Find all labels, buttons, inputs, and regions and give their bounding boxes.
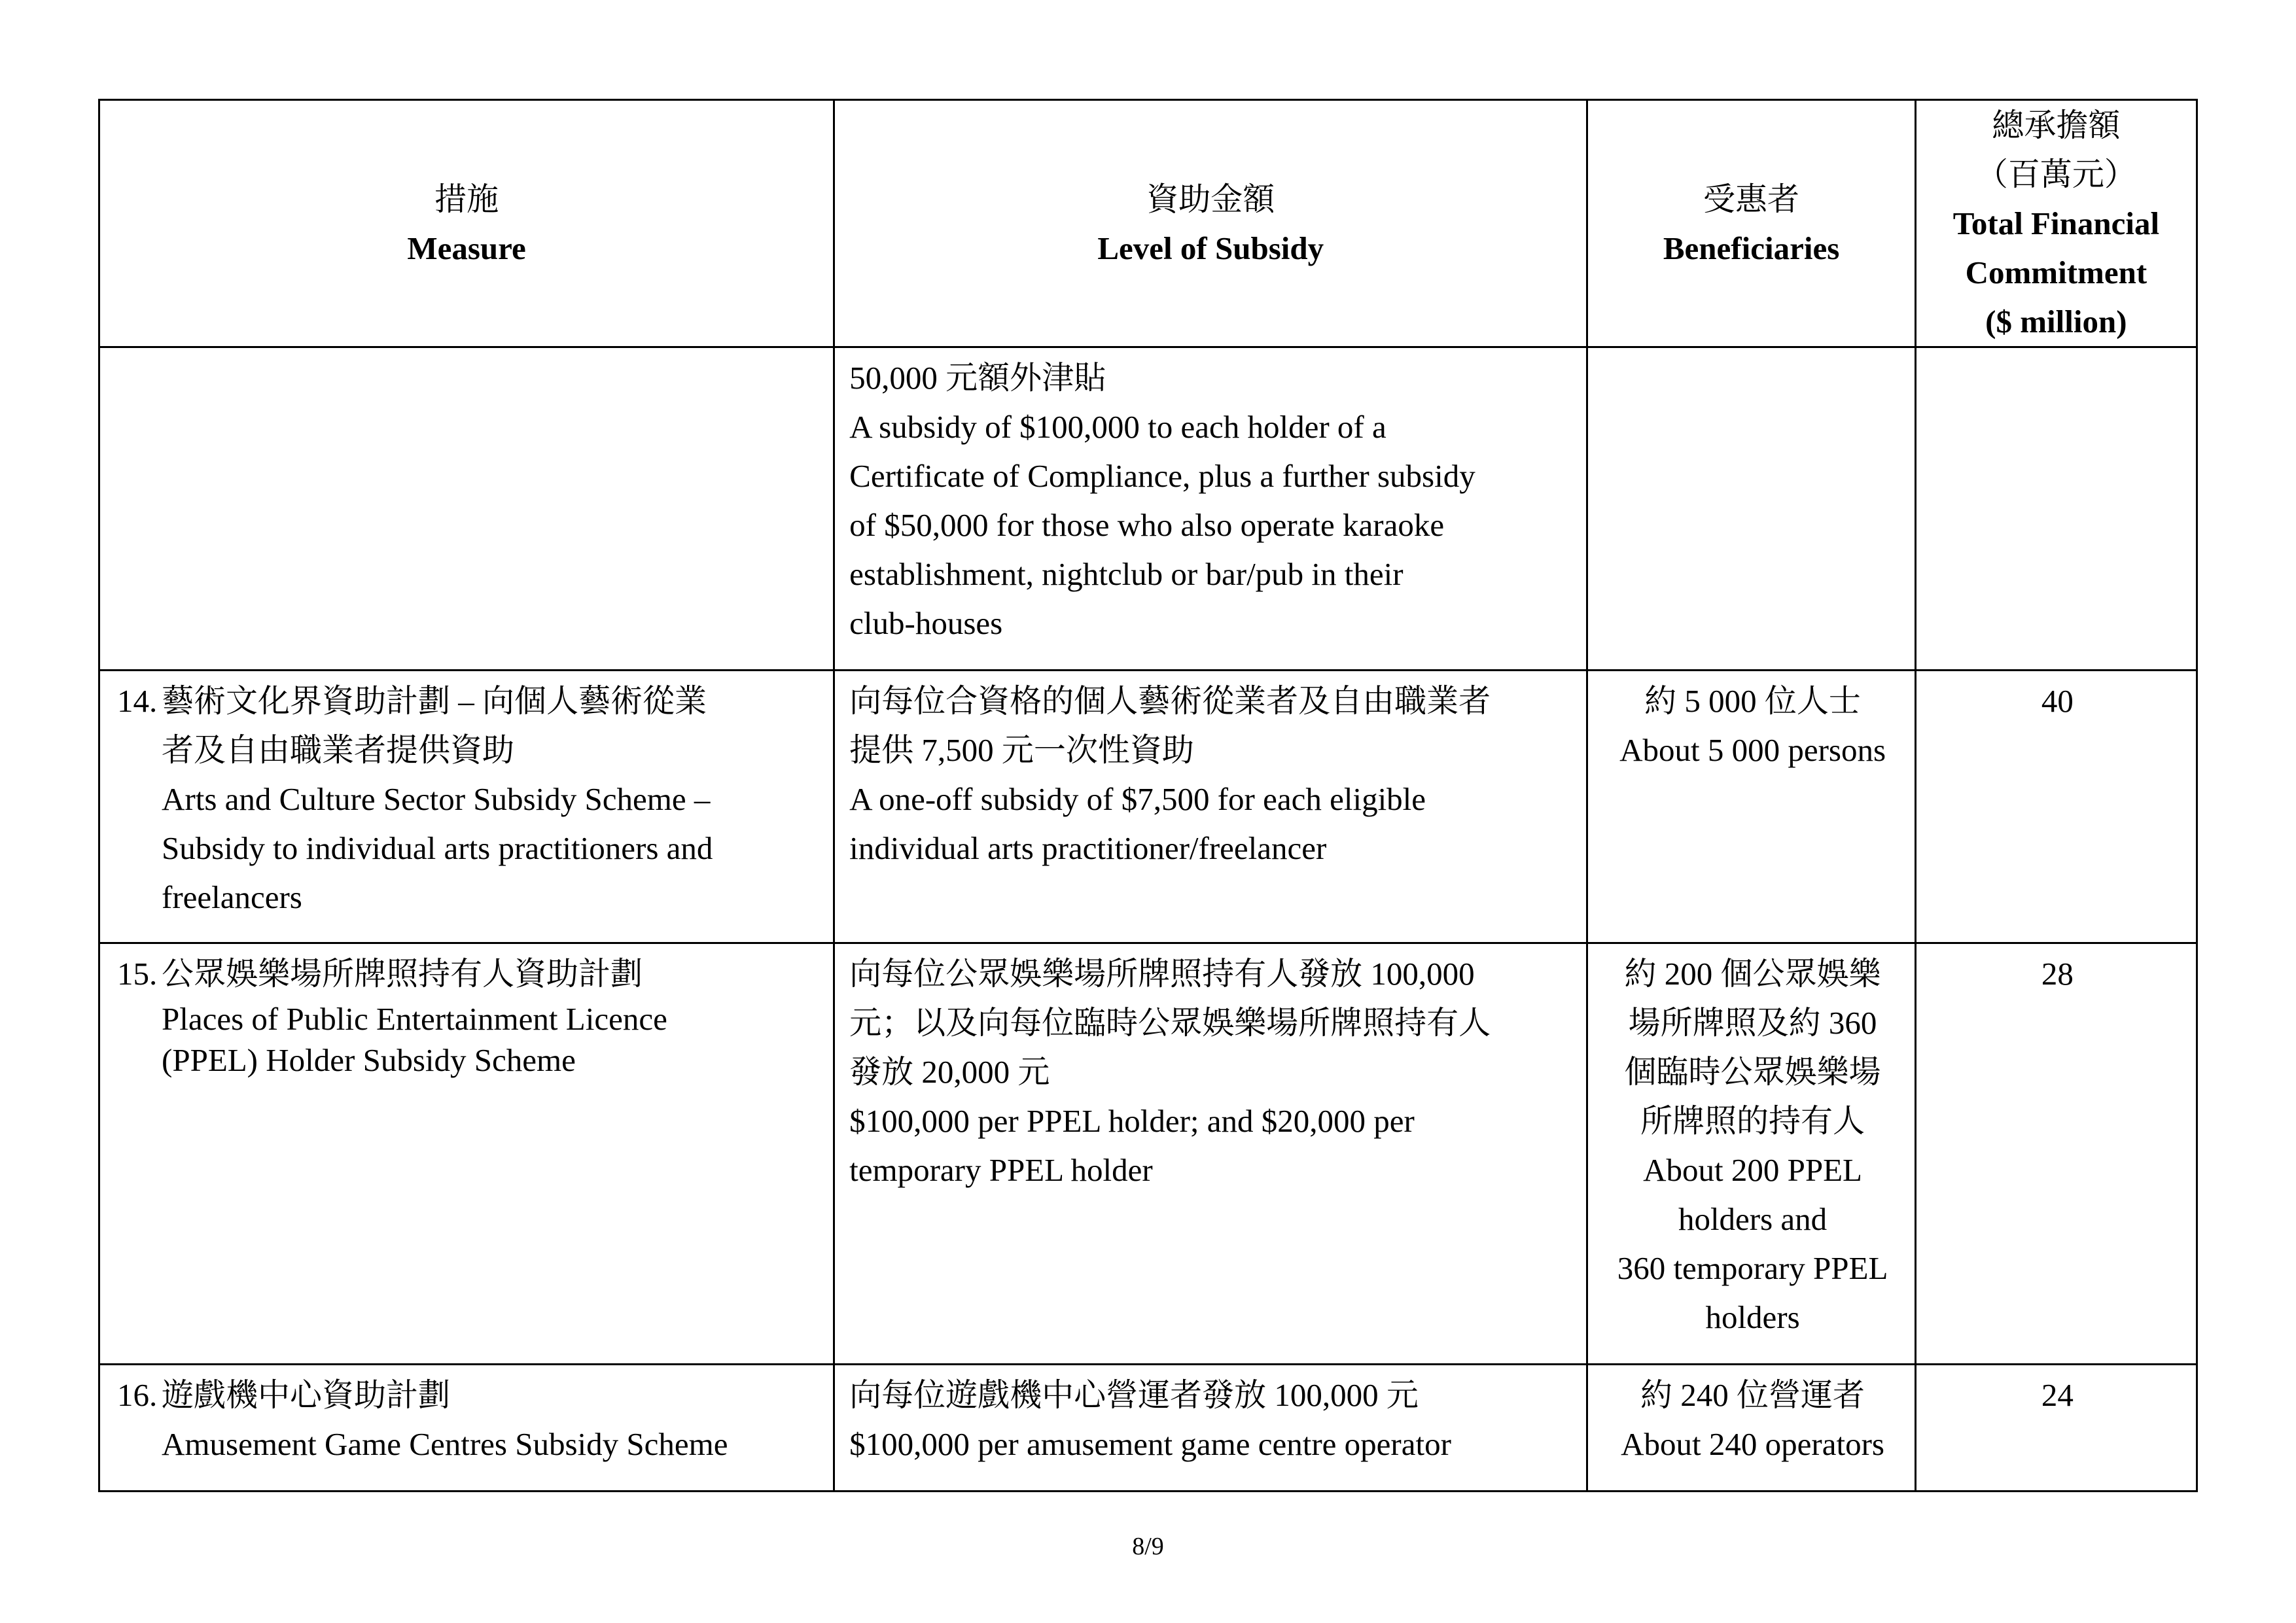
commitment-cell	[1915, 671, 2197, 943]
beneficiaries-line: 場所牌照及約 360	[1628, 1005, 1877, 1041]
page-number: 8/9	[1132, 1533, 1164, 1560]
beneficiaries-line: 約 240 位營運者	[1640, 1377, 1865, 1413]
subsidy-measures-table	[98, 99, 2198, 1492]
beneficiaries-cell	[1587, 1365, 1915, 1492]
subsidy-cell	[834, 671, 1587, 943]
header-commitment-zh-line: 總承擔額	[1992, 107, 2121, 143]
header-beneficiaries	[1587, 100, 1915, 347]
subsidy-cell	[834, 1365, 1587, 1492]
subsidy-cell	[834, 943, 1587, 1365]
measure-line: Places of Public Entertainment Licence	[162, 1001, 667, 1037]
beneficiaries-line: About 5 000 persons	[1619, 732, 1886, 768]
subsidy-line: 提供 7,500 元一次性資助	[849, 732, 1194, 768]
header-measure-en: Measure	[407, 230, 526, 266]
commitment-cell	[1915, 943, 2197, 1365]
subsidy-line: 50,000 元額外津貼	[849, 360, 1106, 396]
subsidy-line: establishment, nightclub or bar/pub in their	[849, 556, 1404, 592]
measure-line: 藝術文化界資助計劃 – 向個人藝術從業	[162, 683, 707, 719]
beneficiaries-line: 約 5 000 位人士	[1644, 683, 1861, 719]
beneficiaries-cell	[1587, 943, 1915, 1365]
subsidy-line: $100,000 per amusement game centre operator	[849, 1426, 1451, 1462]
measure-line: (PPEL) Holder Subsidy Scheme	[162, 1042, 576, 1078]
header-subsidy-zh: 資助金額	[1146, 181, 1275, 217]
beneficiaries-line: 所牌照的持有人	[1640, 1103, 1865, 1139]
item-number: 14.	[117, 683, 158, 719]
subsidy-line: of $50,000 for those who also operate karaoke	[849, 507, 1445, 543]
commitment-value: 28	[2041, 956, 2074, 992]
table-row	[99, 347, 2197, 671]
subsidy-line: 向每位公眾娛樂場所牌照持有人發放 100,000	[849, 956, 1475, 992]
beneficiaries-line: holders and	[1678, 1201, 1828, 1237]
item-number: 16.	[117, 1377, 158, 1413]
subsidy-line: A subsidy of $100,000 to each holder of a	[849, 409, 1386, 445]
commitment-value: 24	[2041, 1377, 2074, 1413]
header-commitment-en-line: ($ million)	[1985, 304, 2127, 340]
subsidy-line: 向每位合資格的個人藝術從業者及自由職業者	[849, 683, 1491, 719]
measure-line: freelancers	[162, 879, 302, 915]
subsidy-line: $100,000 per PPEL holder; and $20,000 per	[849, 1103, 1415, 1139]
beneficiaries-line: 360 temporary PPEL	[1617, 1250, 1888, 1286]
measure-cell	[99, 1365, 834, 1492]
header-commitment-en-line: Commitment	[1965, 254, 2147, 290]
header-beneficiaries-zh: 受惠者	[1703, 181, 1800, 217]
header-commitment-en-line: Total Financial	[1952, 205, 2160, 241]
subsidy-line: A one-off subsidy of $7,500 for each eligible	[849, 781, 1426, 817]
item-number: 15.	[117, 956, 158, 992]
beneficiaries-line: About 200 PPEL	[1643, 1152, 1862, 1188]
measure-cell	[99, 671, 834, 943]
beneficiaries-line: 個臨時公眾娛樂場	[1624, 1054, 1881, 1090]
header-commitment-zh-line: （百萬元）	[1975, 156, 2136, 192]
beneficiaries-cell	[1587, 347, 1915, 671]
header-beneficiaries-en: Beneficiaries	[1663, 230, 1840, 266]
header-level-of-subsidy	[834, 100, 1587, 347]
commitment-value: 40	[2041, 683, 2074, 719]
header-measure	[99, 100, 834, 347]
measure-line: Amusement Game Centres Subsidy Scheme	[162, 1426, 728, 1462]
beneficiaries-cell	[1587, 671, 1915, 943]
subsidy-line: individual arts practitioner/freelancer	[849, 830, 1327, 866]
beneficiaries-line: holders	[1705, 1299, 1800, 1335]
subsidy-cell	[834, 347, 1587, 671]
subsidy-line: Certificate of Compliance, plus a further subsidy	[849, 458, 1475, 494]
table-row	[99, 671, 2197, 943]
header-measure-zh: 措施	[434, 181, 499, 217]
subsidy-line: club-houses	[849, 605, 1003, 641]
commitment-cell	[1915, 1365, 2197, 1492]
table-header-row	[99, 100, 2197, 347]
measure-cell	[99, 943, 834, 1365]
measure-line: Subsidy to individual arts practitioners and	[162, 830, 713, 866]
measure-cell	[99, 347, 834, 671]
subsidy-line: temporary PPEL holder	[849, 1152, 1153, 1188]
table-row	[99, 1365, 2197, 1492]
subsidy-line: 向每位遊戲機中心營運者發放 100,000 元	[849, 1377, 1419, 1413]
measure-line: Arts and Culture Sector Subsidy Scheme –	[162, 781, 711, 817]
measure-line: 遊戲機中心資助計劃	[162, 1377, 451, 1413]
subsidy-line: 元；以及向每位臨時公眾娛樂場所牌照持有人	[849, 1005, 1491, 1041]
header-subsidy-en: Level of Subsidy	[1097, 230, 1324, 266]
measure-line: 者及自由職業者提供資助	[162, 732, 515, 768]
header-total-financial-commitment	[1915, 100, 2197, 347]
beneficiaries-line: About 240 operators	[1621, 1426, 1884, 1462]
beneficiaries-line: 約 200 個公眾娛樂	[1624, 956, 1881, 992]
commitment-cell	[1915, 347, 2197, 671]
table-row	[99, 943, 2197, 1365]
subsidy-line: 發放 20,000 元	[849, 1054, 1050, 1090]
measure-line: 公眾娛樂場所牌照持有人資助計劃	[162, 956, 643, 992]
